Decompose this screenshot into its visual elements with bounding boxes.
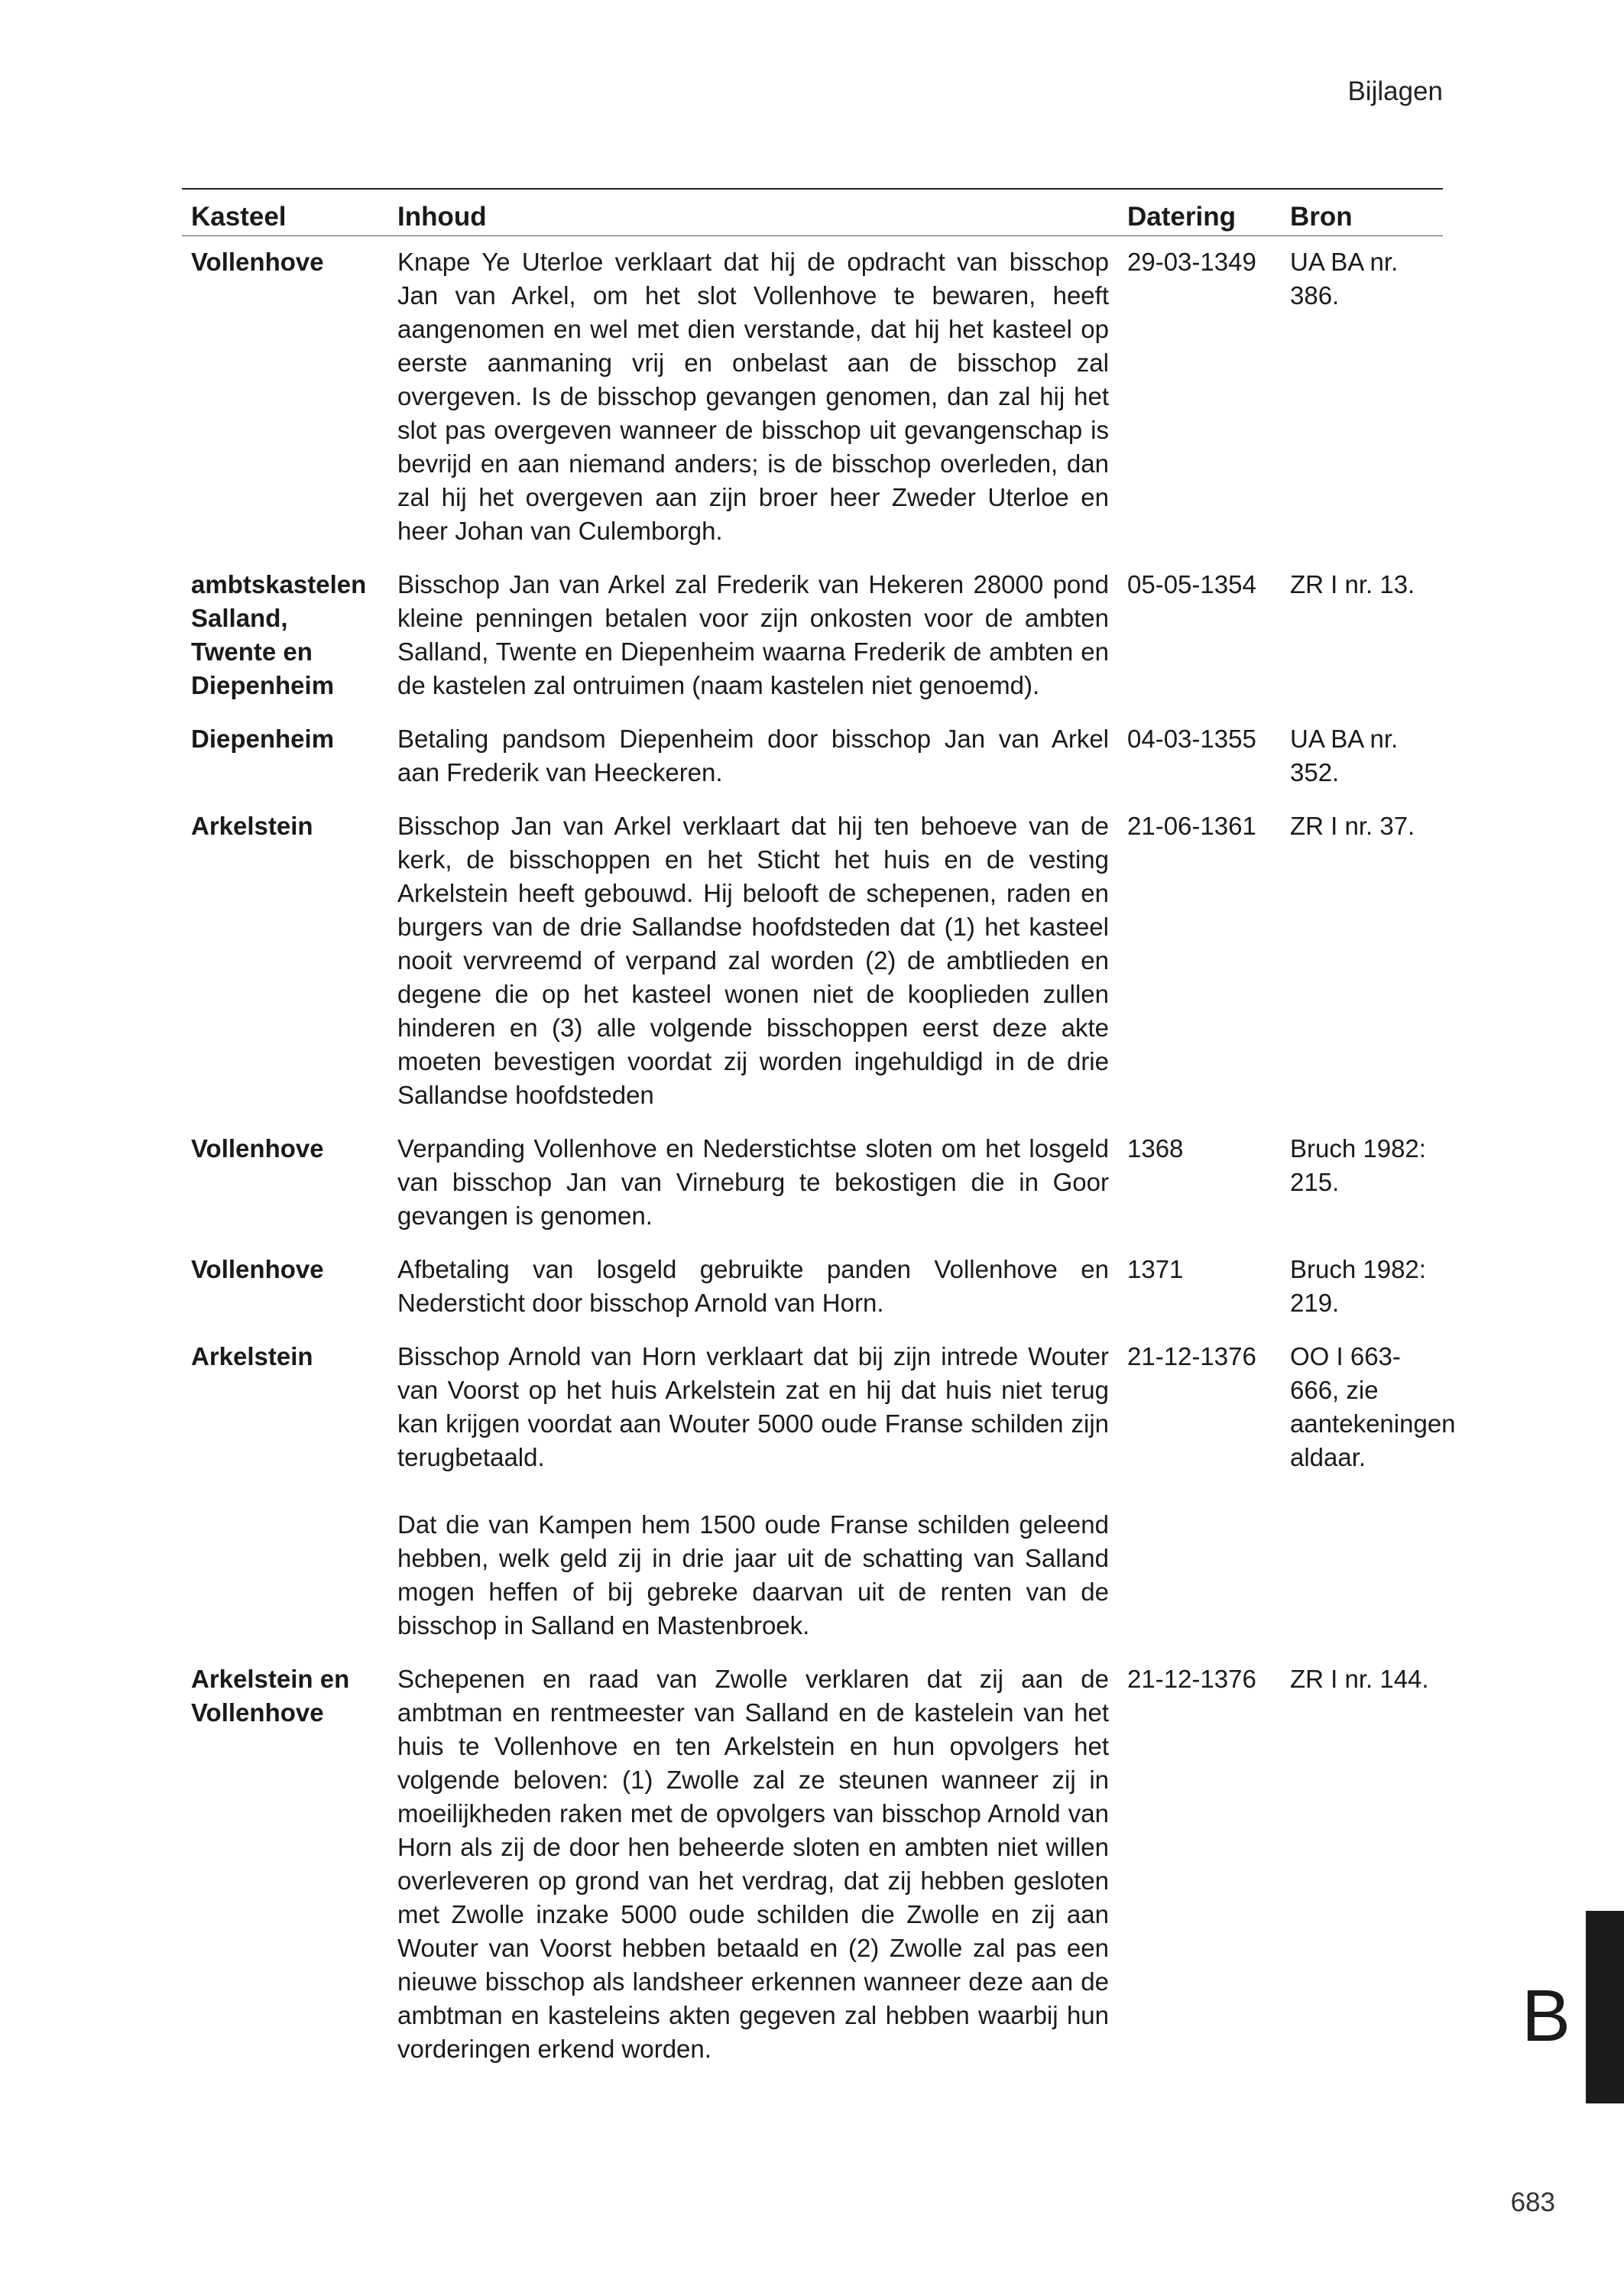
cell-kasteel: Arkelstein [191,812,313,840]
cell-datering: 04-03-1355 [1127,725,1256,753]
charter-table-container [182,188,1456,2077]
table-row [182,1244,1443,1331]
header-kasteel: Kasteel [191,202,287,232]
cell-bron: Bruch 1982: 219. [1290,1255,1426,1317]
cell-bron: UA BA nr. 352. [1290,725,1399,786]
cell-kasteel: Vollenhove [191,1134,324,1163]
cell-inhoud [388,559,1118,713]
table-row [182,713,1443,800]
page-number: 683 [1510,2188,1555,2217]
section-tab-marker [1586,1911,1624,2103]
cell-datering: 21-12-1376 [1127,1665,1256,1693]
cell-kasteel: ambtskastelen Salland, Twente en Diepenheim [191,570,367,699]
cell-datering: 29-03-1349 [1127,248,1256,276]
table-row [182,800,1443,1123]
cell-bron: UA BA nr. 386. [1290,248,1399,310]
header-datering: Datering [1127,202,1236,232]
cell-bron: OO I 663-666, zie aantekeningen aldaar. [1290,1342,1456,1471]
table-header [182,189,1443,236]
cell-kasteel: Vollenhove [191,248,324,276]
table-row [182,1123,1443,1244]
cell-inhoud [388,1331,1118,1653]
header-inhoud: Inhoud [397,202,487,232]
inhoud-paragraph: Dat die van Kampen hem 1500 oude Franse schilden geleend hebben, welk geld zij in drie jaar uit de schatting van Salland mogen heffen of bij gebreke daarvan uit de renten van de bisschop in Salland en Mastenbroek. [397,1510,1109,1639]
cell-bron: Bruch 1982: 215. [1290,1134,1426,1196]
cell-datering: 21-06-1361 [1127,812,1256,840]
cell-inhoud [388,236,1118,559]
cell-inhoud [388,1123,1118,1244]
cell-datering: 1371 [1127,1255,1184,1283]
table-row [182,1653,1443,2077]
header-row [182,189,1443,236]
cell-inhoud [388,1244,1118,1331]
cell-inhoud [388,713,1118,800]
cell-kasteel: Arkelstein en Vollenhove [191,1665,350,1727]
inhoud-paragraph: Bisschop Jan van Arkel zal Frederik van Hekeren 28000 pond kleine penningen betalen voor zijn onkosten voor de ambten Salland, Twente en Diepenheim waarna Frederik de ambten en de kastelen zal ontruimen (naam kastelen niet genoemd). [397,570,1109,699]
charter-table [182,188,1456,2077]
cell-bron: ZR I nr. 13. [1290,570,1415,598]
inhoud-paragraph: Betaling pandsom Diepenheim door bisschop Jan van Arkel aan Frederik van Heeckeren. [397,725,1109,786]
cell-inhoud [388,800,1118,1123]
section-tab-letter: B [1521,1975,1571,2057]
cell-datering: 1368 [1127,1134,1184,1163]
table-body [182,236,1456,2077]
running-head: Bijlagen [1347,76,1443,106]
cell-kasteel: Vollenhove [191,1255,324,1283]
cell-kasteel: Diepenheim [191,725,335,753]
cell-bron: ZR I nr. 144. [1290,1665,1429,1693]
inhoud-paragraph: Bisschop Jan van Arkel verklaart dat hij ten behoeve van de kerk, de bisschoppen en het Sticht het huis en de vesting Arkelstein heeft gebouwd. Hij belooft de schepenen, raden en burgers van de drie Sallandse hoofdsteden dat (1) het kasteel nooit vervreemd of verpand zal worden (2) de ambtlieden en degene die op het kasteel wonen niet de kooplieden zullen hinderen en (3) alle volgende bisschoppen eerst deze akte moeten bevestigen voordat zij worden ingehuldigd in de drie Sallandse hoofdsteden [397,812,1109,1109]
inhoud-paragraph: Schepenen en raad van Zwolle verklaren dat zij aan de ambtman en rentmeester van Salland en de kastelein van het huis te Vollenhove en ten Arkelstein en hun opvolgers het volgende beloven: (1) Zwolle zal ze steunen wanneer zij in moeilijkheden raken met de opvolgers van bisschop Arnold van Horn als zij de door hen beheerde sloten en ambten niet willen overleveren op grond van het verdrag, dat zij hebben gesloten met Zwolle inzake 5000 oude schilden die Zwolle en zij aan Wouter van Voorst hebben betaald en (2) Zwolle zal pas een nieuwe bisschop als landsheer erkennen wanneer deze aan de ambtman en kasteleins akten gegeven zal hebben waarbij hun vorderingen erkend worden. [397,1665,1109,2063]
cell-datering: 05-05-1354 [1127,570,1256,598]
inhoud-paragraph: Verpanding Vollenhove en Nederstichtse sloten om het losgeld van bisschop Jan van Virneburg te bekostigen die in Goor gevangen is genomen. [397,1134,1109,1230]
inhoud-paragraph: Afbetaling van losgeld gebruikte panden Vollenhove en Nedersticht door bisschop Arnold van Horn. [397,1255,1109,1317]
header-bron: Bron [1290,202,1353,232]
inhoud-paragraph: Bisschop Arnold van Horn verklaart dat bij zijn intrede Wouter van Voorst op het huis Arkelstein zat en hij dat huis niet terug kan krijgen voordat aan Wouter 5000 oude Franse schilden zijn terugbetaald. [397,1342,1109,1471]
table-row [182,1331,1443,1653]
cell-bron: ZR I nr. 37. [1290,812,1415,840]
table-row [182,559,1443,713]
cell-datering: 21-12-1376 [1127,1342,1256,1370]
cell-kasteel: Arkelstein [191,1342,313,1370]
cell-inhoud [388,1653,1118,2077]
inhoud-paragraph: Knape Ye Uterloe verklaart dat hij de opdracht van bisschop Jan van Arkel, om het slot Vollenhove te bewaren, heeft aangenomen en wel met dien verstande, dat hij het kasteel op eerste aanmaning vrij en onbelast aan de bisschop zal overgeven. Is de bisschop gevangen genomen, dan zal hij het slot pas overgeven wanneer de bisschop uit gevangenschap is bevrijd en aan niemand anders; is de bisschop overleden, dan zal hij het overgeven aan zijn broer heer Zweder Uterloe en heer Johan van Culemborgh. [397,248,1109,545]
table-row [182,236,1443,559]
